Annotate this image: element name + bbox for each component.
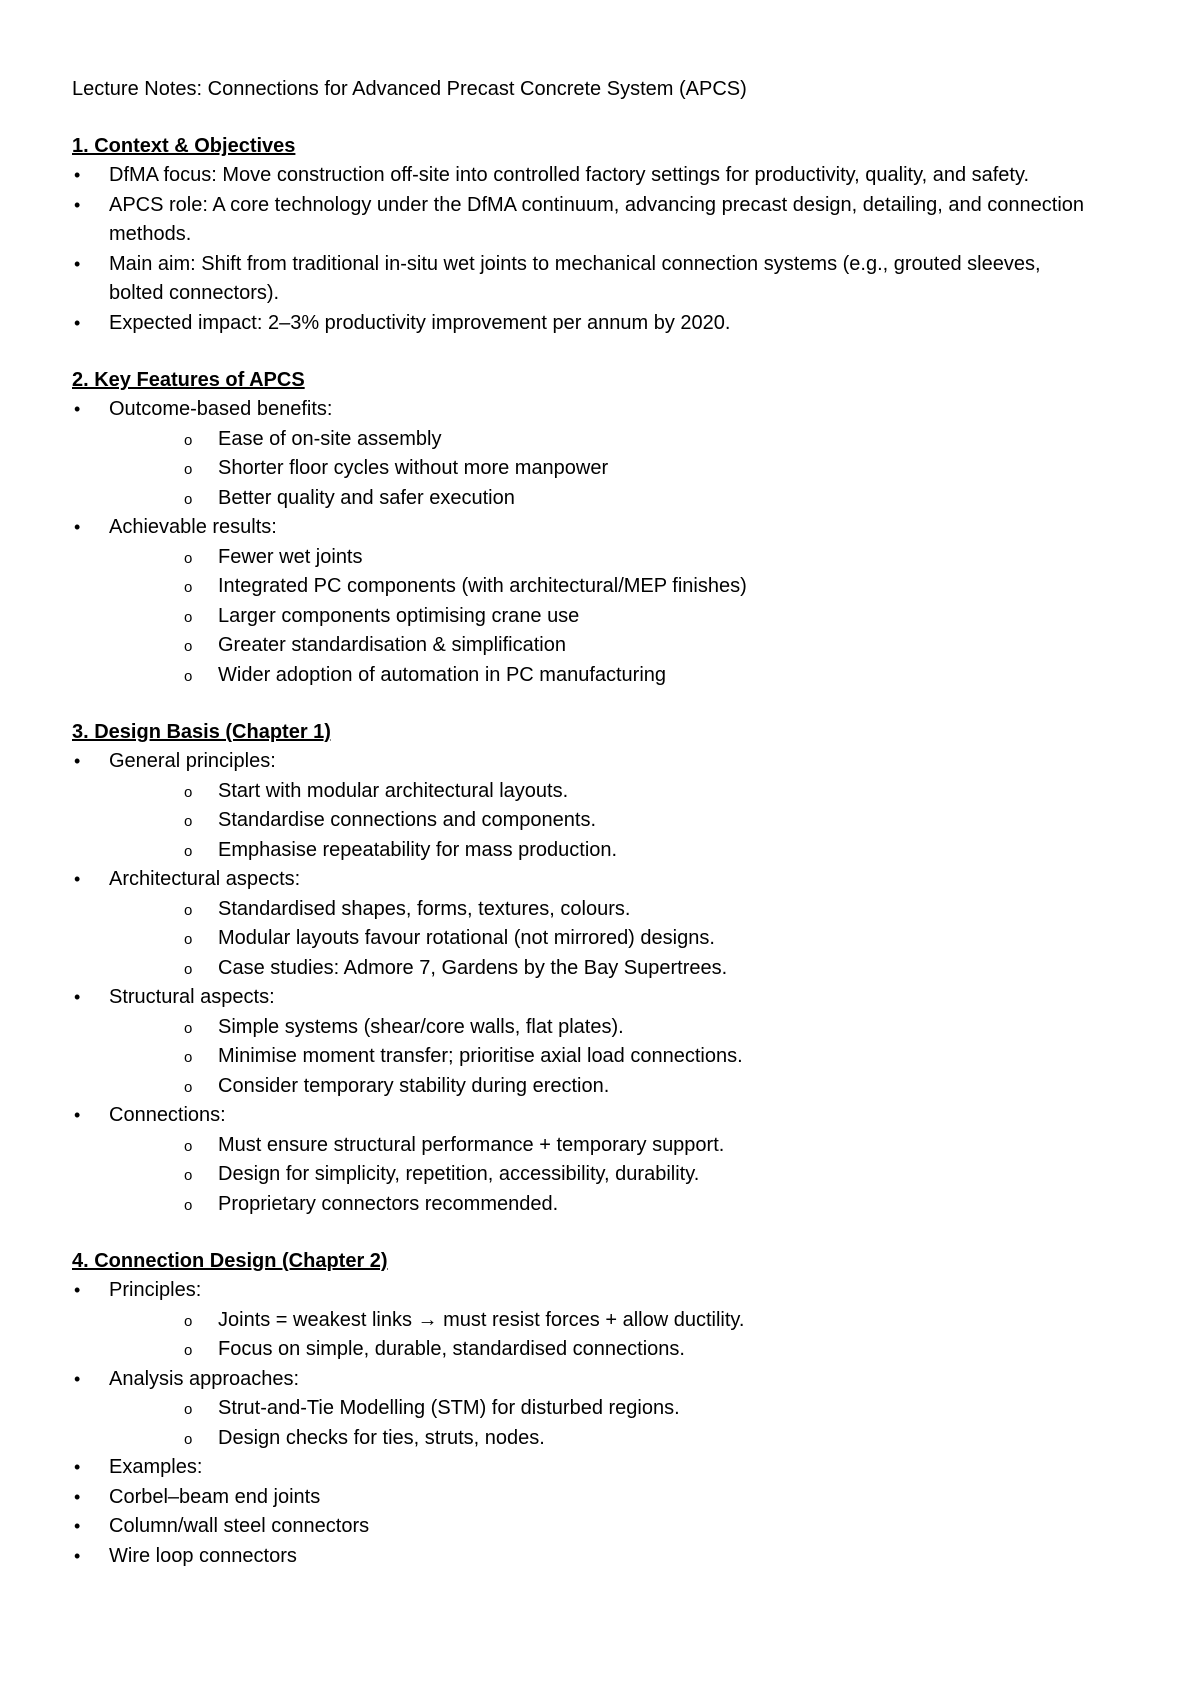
bullet-list xyxy=(72,747,1100,1219)
list-item xyxy=(72,983,1100,1013)
sub-list-item-text: Standardised shapes, forms, textures, colours. xyxy=(218,897,631,920)
sub-list-item-text: Design for simplicity, repetition, accessibility, durability. xyxy=(218,1163,700,1185)
bullet-circle-icon xyxy=(184,661,192,692)
sub-list-item xyxy=(72,777,1100,807)
section-heading: 2. Key Features of APCS xyxy=(72,369,305,391)
sub-list-item xyxy=(72,1013,1100,1043)
sub-list-item-text: Ease of on-site assembly xyxy=(218,427,442,450)
bullet-circle-icon xyxy=(184,1424,192,1455)
sub-list-item-text: Strut-and-Tie Modelling (STM) for disturbed regions. xyxy=(218,1397,680,1419)
sub-list-item xyxy=(72,631,1100,661)
bullet-circle-icon xyxy=(184,1013,192,1044)
sub-list-item-text: Consider temporary stability during erection. xyxy=(218,1074,610,1097)
list-item-text: APCS role: A core technology under the DfMA continuum, advancing precast design, detailing, and connection methods. xyxy=(109,193,1085,245)
section-1 xyxy=(72,132,1100,338)
sub-list-item-text: Minimise moment transfer; prioritise axial load connections. xyxy=(218,1045,743,1067)
sub-list-item-text: Wider adoption of automation in PC manufacturing xyxy=(218,663,667,686)
list-item xyxy=(72,1542,1100,1572)
bullet-dot-icon xyxy=(74,1542,94,1572)
bullet-dot-icon xyxy=(74,513,94,543)
bullet-dot-icon xyxy=(74,1101,94,1131)
section-heading: 4. Connection Design (Chapter 2) xyxy=(72,1250,388,1272)
sub-list-item-text: Integrated PC components (with architectural/MEP finishes) xyxy=(218,575,747,597)
bullet-circle-icon xyxy=(184,1160,192,1191)
sub-list-item xyxy=(72,1394,1100,1424)
bullet-circle-icon xyxy=(184,1131,192,1162)
list-item-text: Corbel–beam end joints xyxy=(109,1485,321,1508)
sub-list-item-text: Start with modular architectural layouts. xyxy=(218,779,569,802)
list-item-text: Achievable results: xyxy=(109,516,277,538)
bullet-list xyxy=(72,395,1100,690)
bullet-circle-icon xyxy=(184,484,192,515)
sub-list-item xyxy=(72,454,1100,484)
bullet-list xyxy=(72,161,1100,338)
list-item-text: General principles: xyxy=(109,750,276,772)
sub-list-item xyxy=(72,836,1100,866)
list-item xyxy=(72,161,1100,191)
sub-list-item xyxy=(72,1160,1100,1190)
sub-list-item-text: Larger components optimising crane use xyxy=(218,604,580,627)
bullet-circle-icon xyxy=(184,631,192,662)
sub-list-item xyxy=(72,954,1100,984)
sub-list-item xyxy=(72,602,1100,632)
list-item-text: Connections: xyxy=(109,1104,226,1126)
sub-list-item xyxy=(72,1424,1100,1454)
section-heading: 1. Context & Objectives xyxy=(72,135,296,157)
list-item xyxy=(72,1365,1100,1395)
bullet-circle-icon xyxy=(184,1042,192,1073)
bullet-circle-icon xyxy=(184,954,192,985)
list-item xyxy=(72,1453,1100,1483)
list-item-text: Structural aspects: xyxy=(109,986,275,1008)
sub-list-item xyxy=(72,661,1100,691)
list-item xyxy=(72,309,1100,339)
bullet-circle-icon xyxy=(184,1394,192,1425)
sub-list-item xyxy=(72,924,1100,954)
sub-list-item xyxy=(72,1072,1100,1102)
list-item xyxy=(72,1276,1100,1306)
sub-list-item-text: Fewer wet joints xyxy=(218,545,363,568)
list-item xyxy=(72,1101,1100,1131)
sub-list-item-text: Simple systems (shear/core walls, flat plates). xyxy=(218,1015,624,1038)
bullet-dot-icon xyxy=(74,191,94,221)
bullet-circle-icon xyxy=(184,543,192,574)
bullet-circle-icon xyxy=(184,425,192,456)
bullet-circle-icon xyxy=(184,572,192,603)
sub-list-item-text: Focus on simple, durable, standardised connections. xyxy=(218,1338,685,1360)
document-title: Lecture Notes: Connections for Advanced Precast Concrete System (APCS) xyxy=(72,78,747,100)
bullet-circle-icon xyxy=(184,1072,192,1103)
list-item xyxy=(72,513,1100,543)
bullet-dot-icon xyxy=(74,250,94,280)
sub-list-item xyxy=(72,1335,1100,1365)
list-item-text: Principles: xyxy=(109,1279,202,1301)
list-item xyxy=(72,395,1100,425)
sub-list-item-text: Modular layouts favour rotational (not mirrored) designs. xyxy=(218,927,715,949)
sub-list-item-text: Standardise connections and components. xyxy=(218,809,597,831)
bullet-dot-icon xyxy=(74,1453,94,1483)
list-item-text: Expected impact: 2–3% productivity improvement per annum by 2020. xyxy=(109,311,731,334)
sub-list-item-text: Proprietary connectors recommended. xyxy=(218,1192,559,1215)
bullet-circle-icon xyxy=(184,895,192,926)
sub-list-item xyxy=(72,572,1100,602)
bullet-dot-icon xyxy=(74,983,94,1013)
sub-list-item xyxy=(72,1131,1100,1161)
bullet-dot-icon xyxy=(74,395,94,425)
list-item-text: Wire loop connectors xyxy=(109,1544,297,1567)
list-item xyxy=(72,865,1100,895)
list-item-text: Architectural aspects: xyxy=(109,868,301,890)
bullet-circle-icon xyxy=(184,924,192,955)
sub-list-item-text: Joints = weakest links → must resist forces + allow ductility. xyxy=(218,1308,745,1331)
bullet-dot-icon xyxy=(74,161,94,191)
list-item-text: Examples: xyxy=(109,1456,203,1478)
list-item-text: Main aim: Shift from traditional in-situ wet joints to mechanical connection systems (e.g., grouted sleeves, bolted connectors). xyxy=(109,252,1041,304)
list-item xyxy=(72,250,1100,309)
bullet-dot-icon xyxy=(74,309,94,339)
bullet-dot-icon xyxy=(74,1512,94,1542)
sections-container xyxy=(72,132,1100,1571)
sub-list-item xyxy=(72,806,1100,836)
list-item-text: Analysis approaches: xyxy=(109,1367,300,1390)
sub-list-item-text: Case studies: Admore 7, Gardens by the Bay Supertrees. xyxy=(218,956,728,979)
sub-list-item-text: Emphasise repeatability for mass production. xyxy=(218,838,618,861)
bullet-dot-icon xyxy=(74,865,94,895)
sub-list-item-text: Better quality and safer execution xyxy=(218,486,515,509)
list-item xyxy=(72,1512,1100,1542)
bullet-circle-icon xyxy=(184,1306,192,1337)
bullet-circle-icon xyxy=(184,836,192,867)
list-item xyxy=(72,747,1100,777)
bullet-circle-icon xyxy=(184,602,192,633)
bullet-circle-icon xyxy=(184,1335,192,1366)
sub-list-item xyxy=(72,425,1100,455)
sub-list-item-text: Design checks for ties, struts, nodes. xyxy=(218,1426,545,1449)
list-item xyxy=(72,191,1100,250)
bullet-circle-icon xyxy=(184,777,192,808)
section-4 xyxy=(72,1247,1100,1571)
bullet-dot-icon xyxy=(74,1483,94,1513)
bullet-circle-icon xyxy=(184,1190,192,1221)
sub-list-item-text: Shorter floor cycles without more manpower xyxy=(218,457,609,479)
list-item xyxy=(72,1483,1100,1513)
section-2 xyxy=(72,366,1100,690)
bullet-dot-icon xyxy=(74,747,94,777)
sub-list-item xyxy=(72,1306,1100,1336)
bullet-dot-icon xyxy=(74,1365,94,1395)
bullet-dot-icon xyxy=(74,1276,94,1306)
list-item-text: DfMA focus: Move construction off-site into controlled factory settings for productivity, quality, and safety. xyxy=(109,164,1030,186)
sub-list-item xyxy=(72,484,1100,514)
bullet-circle-icon xyxy=(184,806,192,837)
bullet-list xyxy=(72,1276,1100,1571)
sub-list-item xyxy=(72,543,1100,573)
sub-list-item xyxy=(72,1042,1100,1072)
bullet-circle-icon xyxy=(184,454,192,485)
sub-list-item-text: Greater standardisation & simplification xyxy=(218,634,566,656)
sub-list-item-text: Must ensure structural performance + temporary support. xyxy=(218,1133,725,1156)
list-item-text: Column/wall steel connectors xyxy=(109,1515,370,1537)
list-item-text: Outcome-based benefits: xyxy=(109,398,333,420)
sub-list-item xyxy=(72,1190,1100,1220)
sub-list-item xyxy=(72,895,1100,925)
section-heading: 3. Design Basis (Chapter 1) xyxy=(72,721,331,743)
section-3 xyxy=(72,718,1100,1219)
